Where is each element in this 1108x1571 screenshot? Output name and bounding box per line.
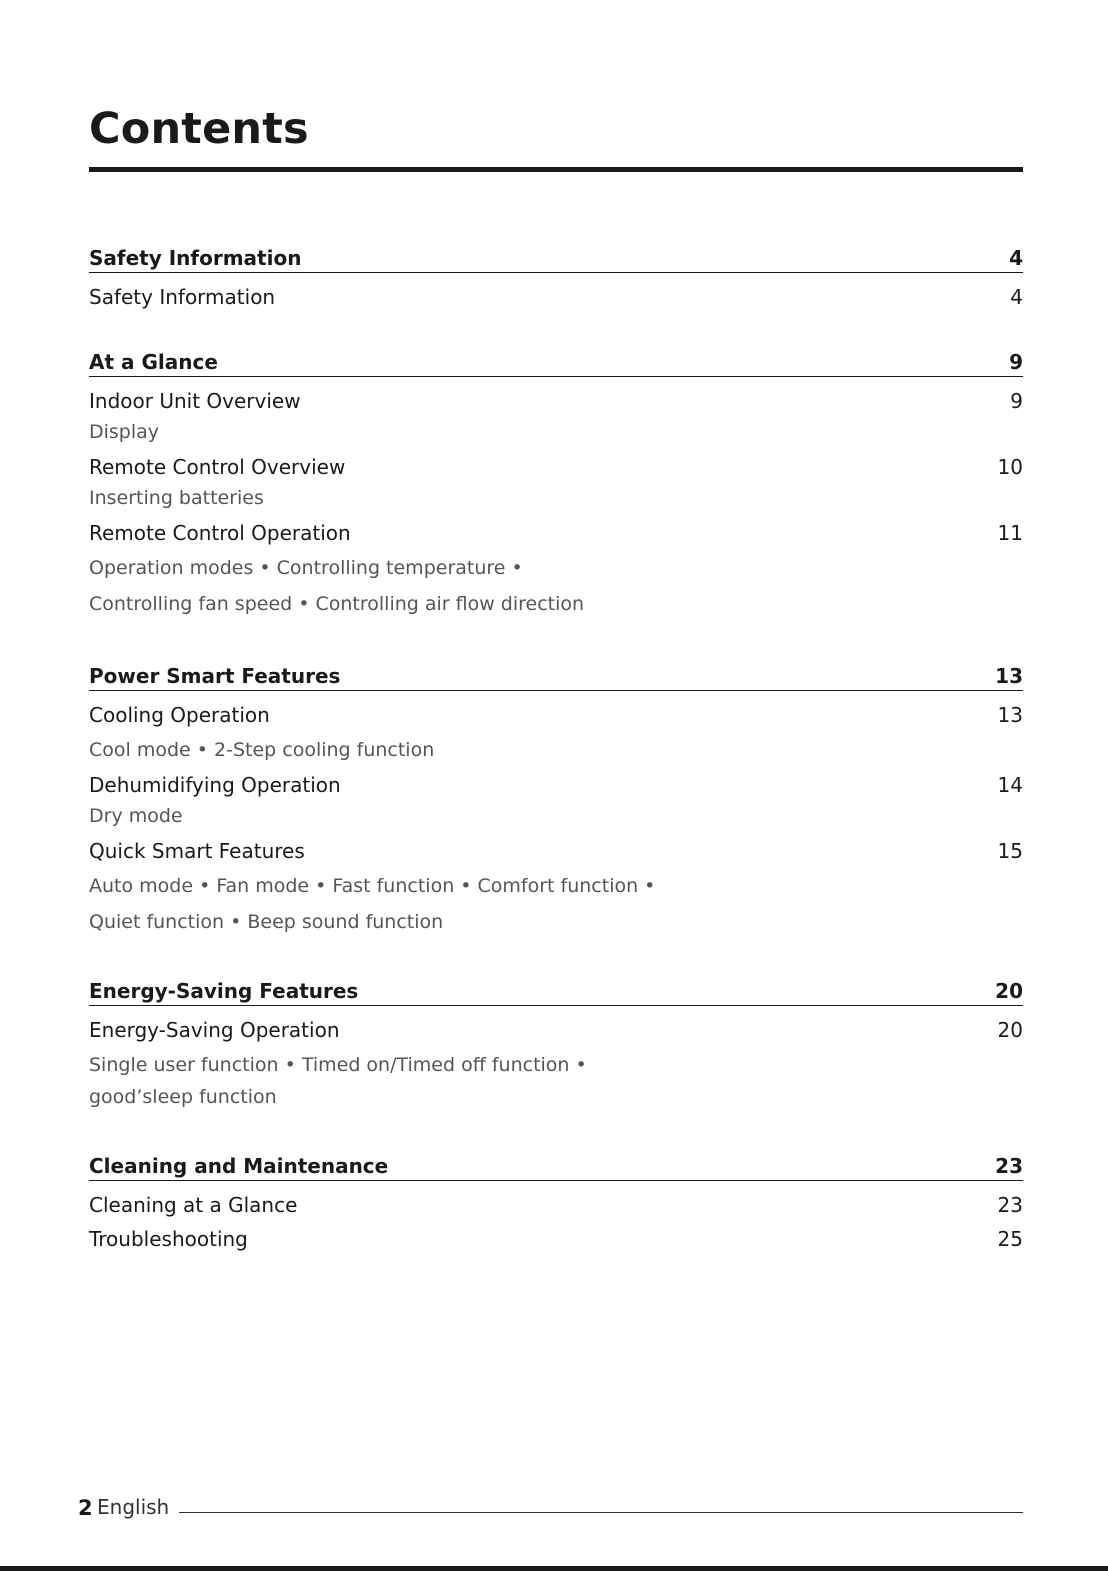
toc-entry-description-text: good’sleep function [89,1086,277,1108]
toc-entry-description-text: Quiet function • Beep sound function [89,911,444,933]
footer-language: English [97,1495,170,1519]
toc-entry[interactable] [89,834,1023,868]
toc-section-at-a-glance [89,342,1023,622]
toc-entry-description [89,732,1023,768]
toc-section-energy-saving-features [89,971,1023,1115]
toc-section-heading[interactable] [89,971,1023,1006]
toc-entry-description [89,484,1023,516]
toc-section-heading[interactable] [89,238,1023,273]
toc-entry[interactable] [89,450,1023,484]
toc-section-page: 13 [995,664,1023,688]
toc-section-safety-information [89,238,1023,314]
toc-entry-page: 23 [997,1193,1023,1217]
toc-entry-description-text: Single user function • Timed on/Timed off function • [89,1054,587,1076]
toc-section-title: Safety Information [89,246,302,270]
toc-entry-description-text: Cool mode • 2-Step cooling function [89,739,435,761]
toc-entry-description [89,904,1023,940]
toc-section-page: 20 [995,979,1023,1003]
toc-entry-description [89,1047,1023,1083]
footer-rule [179,1512,1023,1513]
toc-entry-page: 4 [1010,285,1023,309]
toc-section-title: Energy-Saving Features [89,979,359,1003]
title-rule [89,167,1023,172]
toc-entry-description [89,802,1023,834]
toc-entry-page: 14 [997,773,1023,797]
toc-entry[interactable] [89,1013,1023,1047]
toc-entry-description-text: Controlling fan speed • Controlling air flow direction [89,593,585,615]
toc-entry-description-text: Dry mode [89,805,183,827]
toc-entry-title: Quick Smart Features [89,839,305,863]
toc-entry[interactable] [89,280,1023,314]
toc-entry-title: Energy-Saving Operation [89,1018,340,1042]
toc-section-heading[interactable] [89,1146,1023,1181]
toc-section-title: Power Smart Features [89,664,341,688]
toc-entry[interactable] [89,1222,1023,1256]
toc-entry-title: Remote Control Operation [89,521,351,545]
toc-entry-description [89,1083,1023,1115]
toc-entry-page: 11 [997,521,1023,545]
toc-entry[interactable] [89,1188,1023,1222]
toc-entry-page: 15 [997,839,1023,863]
toc-entry-description [89,586,1023,622]
toc-entry-page: 20 [997,1018,1023,1042]
toc-entry-description [89,550,1023,586]
toc-entry-description [89,868,1023,904]
toc-entry[interactable] [89,516,1023,550]
toc-entry-page: 10 [997,455,1023,479]
toc-section-heading[interactable] [89,656,1023,691]
toc-entry-description-text: Auto mode • Fan mode • Fast function • Comfort function • [89,875,656,897]
toc-entry-title: Dehumidifying Operation [89,773,341,797]
toc-entry-description-text: Display [89,421,160,443]
toc-entry-title: Indoor Unit Overview [89,389,301,413]
toc-entry-page: 25 [997,1227,1023,1251]
toc-entry-title: Cleaning at a Glance [89,1193,298,1217]
page-title: Contents [89,104,309,154]
toc-entry-description-text: Operation modes • Controlling temperature • [89,557,523,579]
toc-section-title: Cleaning and Maintenance [89,1154,389,1178]
toc-section-heading[interactable] [89,342,1023,377]
toc-section-power-smart-features [89,656,1023,940]
page-number: 2 [78,1496,93,1520]
toc-entry[interactable] [89,698,1023,732]
toc-section-page: 9 [1009,350,1023,374]
toc-section-cleaning-and-maintenance [89,1146,1023,1256]
toc-entry-title: Cooling Operation [89,703,270,727]
toc-section-title: At a Glance [89,350,218,374]
page-bottom-edge [0,1566,1108,1571]
toc-entry[interactable] [89,768,1023,802]
toc-entry-title: Remote Control Overview [89,455,346,479]
toc-entry-description-text: Inserting batteries [89,487,264,509]
toc-entry-title: Troubleshooting [89,1227,248,1251]
toc-section-page: 23 [995,1154,1023,1178]
toc-entry-page: 9 [1010,389,1023,413]
toc-entry[interactable] [89,384,1023,418]
toc-entry-description [89,418,1023,450]
toc-entry-page: 13 [997,703,1023,727]
page-footer [78,1494,1023,1524]
toc-section-page: 4 [1009,246,1023,270]
toc-entry-title: Safety Information [89,285,276,309]
